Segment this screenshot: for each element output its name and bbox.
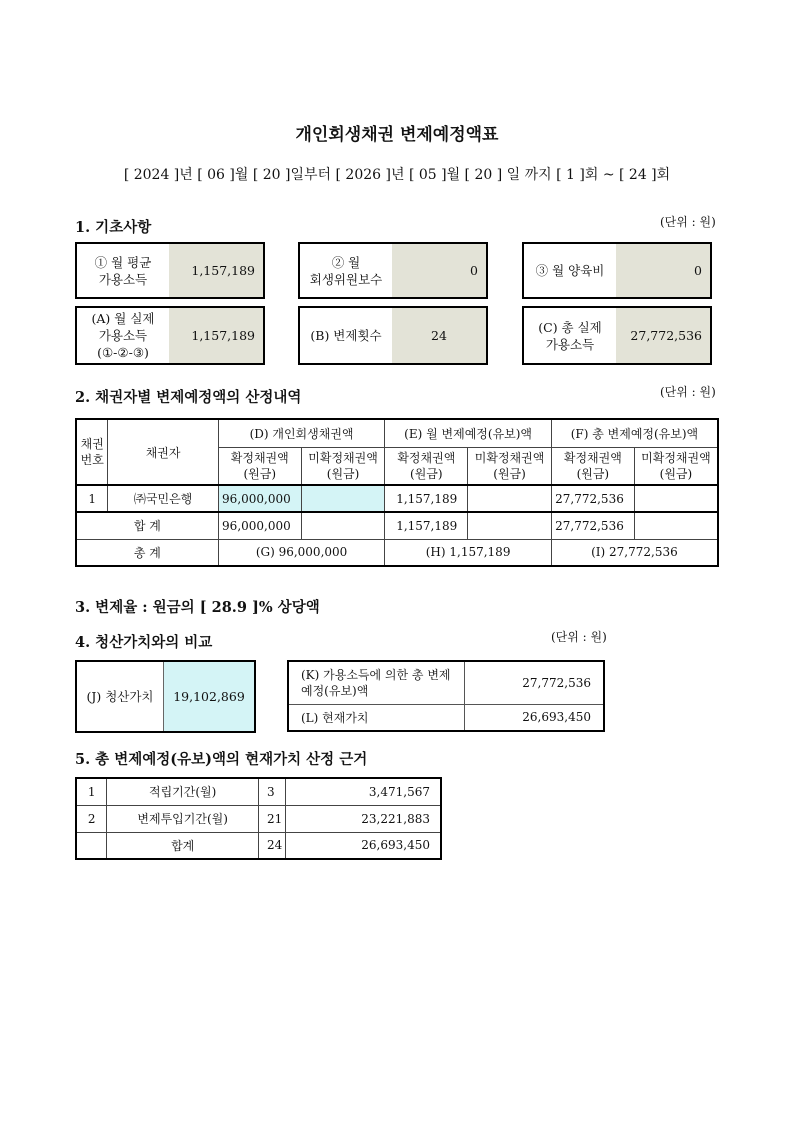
present-value-basis-table bbox=[75, 777, 442, 860]
header-group-f: (F) 총 변제예정(유보)액 bbox=[551, 419, 718, 447]
header-creditor-no: 채권 번호 bbox=[76, 419, 108, 485]
trustee-fee-label: ② 월 회생위원보수 bbox=[300, 244, 392, 297]
section1-unit: (단위 : 원) bbox=[660, 215, 716, 229]
page-title: 개인회생채권 변제예정액표 bbox=[295, 125, 499, 145]
header-d-confirmed: 확정채권액 (원금) bbox=[218, 447, 301, 485]
trustee-fee-box bbox=[298, 242, 488, 299]
header-group-e: (E) 월 변제예정(유보)액 bbox=[385, 419, 552, 447]
table-row: 1 ㈜국민은행 96,000,000 1,157,189 27,772,536 bbox=[76, 485, 718, 512]
table-row: 2 변제투입기간(월) 21 23,221,883 bbox=[76, 805, 441, 832]
actual-income-label: (A) 월 실제 가용소득 (①-②-③) bbox=[77, 308, 169, 363]
support-cost-value: 0 bbox=[616, 244, 710, 297]
total-actual-income-value: 27,772,536 bbox=[616, 308, 710, 363]
section4-heading: 4. 청산가치와의 비교 bbox=[75, 634, 213, 651]
header-group-d: (D) 개인회생채권액 bbox=[218, 419, 385, 447]
trustee-fee-value: 0 bbox=[392, 244, 486, 297]
header-d-unconfirmed: 미확정채권액 (원금) bbox=[301, 447, 385, 485]
k-row: (K) 가용소득에 의한 총 변제 예정(유보)액 27,772,536 bbox=[288, 661, 604, 704]
actual-income-box bbox=[75, 306, 265, 365]
liquidation-value: 19,102,869 bbox=[163, 662, 254, 731]
section3-repayment-rate: 3. 변제율 : 원금의 [ 28.9 ]% 상당액 bbox=[75, 599, 320, 616]
header-f-confirmed: 확정채권액 (원금) bbox=[551, 447, 634, 485]
section2-heading: 2. 채권자별 변제예정액의 산정내역 bbox=[75, 389, 302, 406]
section5-heading: 5. 총 변제예정(유보)액의 현재가치 산정 근거 bbox=[75, 751, 368, 768]
l-row: (L) 현재가치 26,693,450 bbox=[288, 704, 604, 731]
total-row: 총 계 (G) 96,000,000 (H) 1,157,189 (I) 27,772,536 bbox=[76, 539, 718, 566]
actual-income-value: 1,157,189 bbox=[169, 308, 263, 363]
section4-unit: (단위 : 원) bbox=[551, 630, 607, 644]
header-e-confirmed: 확정채권액 (원금) bbox=[385, 447, 468, 485]
table-row: 1 적립기간(월) 3 3,471,567 bbox=[76, 778, 441, 805]
liquidation-label: (J) 청산가치 bbox=[77, 662, 163, 731]
header-f-unconfirmed: 미확정채권액 (원금) bbox=[634, 447, 718, 485]
payment-count-value: 24 bbox=[392, 308, 486, 363]
avg-income-value: 1,157,189 bbox=[169, 244, 263, 297]
total-actual-income-label: (C) 총 실제 가용소득 bbox=[524, 308, 616, 363]
table-row: 합계 24 26,693,450 bbox=[76, 832, 441, 859]
avg-income-label: ① 월 평균 가용소득 bbox=[77, 244, 169, 297]
repayment-period: [ 2024 ]년 [ 06 ]월 [ 20 ]일부터 [ 2026 ]년 [ 05 ]월 [ 20 ] 일 까지 [ 1 ]회 ~ [ 24 ]회 bbox=[123, 167, 671, 183]
avg-income-box bbox=[75, 242, 265, 299]
header-creditor: 채권자 bbox=[108, 419, 218, 485]
creditor-table bbox=[75, 418, 719, 567]
payment-count-label: (B) 변제횟수 bbox=[300, 308, 392, 363]
total-actual-income-box bbox=[522, 306, 712, 365]
liquidation-box bbox=[75, 660, 256, 733]
subtotal-row: 합 계 96,000,000 1,157,189 27,772,536 bbox=[76, 512, 718, 539]
header-e-unconfirmed: 미확정채권액 (원금) bbox=[468, 447, 552, 485]
payment-count-box bbox=[298, 306, 488, 365]
present-value-table bbox=[287, 660, 605, 732]
section2-unit: (단위 : 원) bbox=[660, 385, 716, 399]
section1-heading: 1. 기초사항 bbox=[75, 219, 152, 236]
support-cost-label: ③ 월 양육비 bbox=[524, 244, 616, 297]
support-cost-box bbox=[522, 242, 712, 299]
